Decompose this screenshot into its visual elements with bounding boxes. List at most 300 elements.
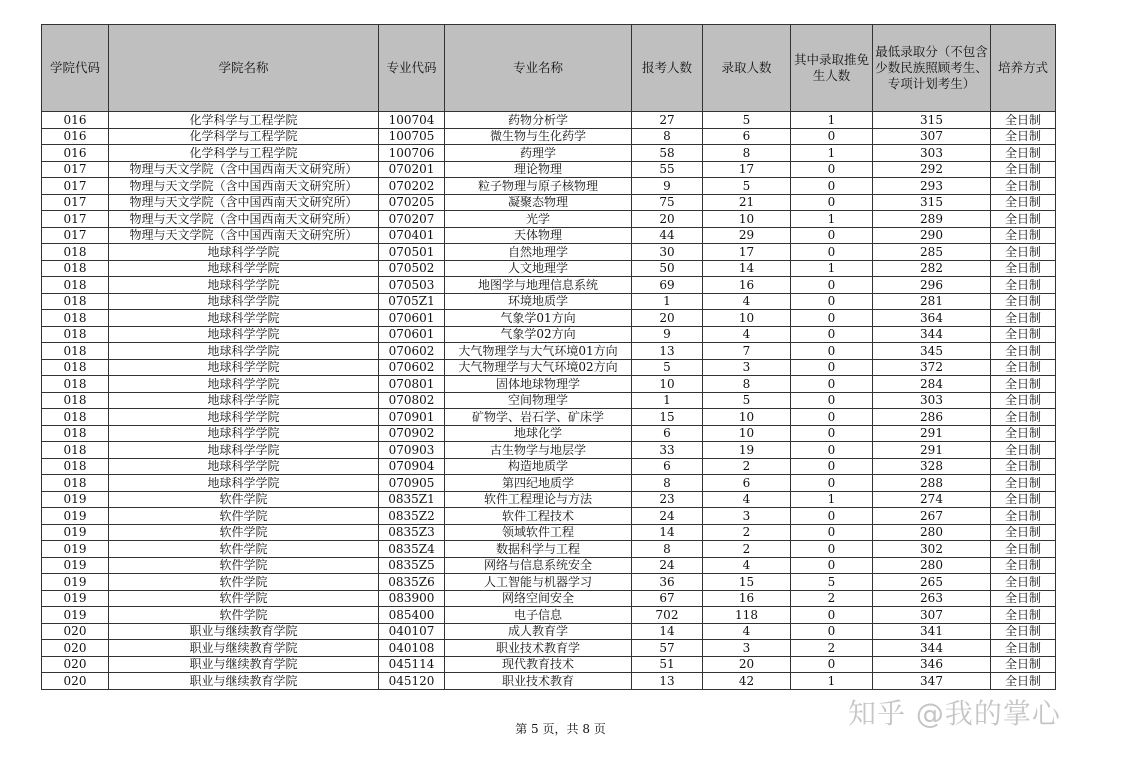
- study-mode-cell: 全日制: [991, 211, 1056, 228]
- major-name-cell: 网络与信息系统安全: [445, 557, 632, 574]
- study-mode-cell: 全日制: [991, 161, 1056, 178]
- admitted-cell: 6: [703, 475, 791, 492]
- table-row: [42, 293, 1056, 310]
- major-name-cell: 药物分析学: [445, 112, 632, 129]
- admitted-cell: 2: [703, 541, 791, 558]
- college-code-cell: 018: [42, 260, 109, 277]
- recommended-cell: 0: [791, 343, 873, 360]
- min-score-cell: 307: [873, 607, 991, 624]
- min-score-cell: 274: [873, 491, 991, 508]
- major-name-cell: 人工智能与机器学习: [445, 574, 632, 591]
- table-body: [42, 112, 1056, 690]
- study-mode-cell: 全日制: [991, 145, 1056, 162]
- watermark: 知乎 @我的掌心: [848, 697, 1061, 730]
- applicants-cell: 58: [632, 145, 703, 162]
- study-mode-cell: 全日制: [991, 491, 1056, 508]
- applicants-cell: 24: [632, 508, 703, 525]
- recommended-cell: 0: [791, 425, 873, 442]
- college-name-cell: 地球科学学院: [109, 343, 379, 360]
- table-row: [42, 244, 1056, 261]
- study-mode-cell: 全日制: [991, 640, 1056, 657]
- applicants-cell: 6: [632, 425, 703, 442]
- min-score-cell: 296: [873, 277, 991, 294]
- min-score-cell: 372: [873, 359, 991, 376]
- min-score-cell: 344: [873, 326, 991, 343]
- college-name-cell: 地球科学学院: [109, 260, 379, 277]
- college-name-cell: 软件学院: [109, 574, 379, 591]
- admitted-cell: 10: [703, 409, 791, 426]
- major-code-cell: 040108: [379, 640, 445, 657]
- table-row: [42, 211, 1056, 228]
- study-mode-cell: 全日制: [991, 557, 1056, 574]
- admitted-cell: 5: [703, 178, 791, 195]
- table-row: [42, 326, 1056, 343]
- min-score-cell: 315: [873, 112, 991, 129]
- admitted-cell: 5: [703, 392, 791, 409]
- recommended-cell: 0: [791, 293, 873, 310]
- table-row: [42, 574, 1056, 591]
- table-row: [42, 640, 1056, 657]
- recommended-cell: 0: [791, 541, 873, 558]
- major-name-cell: 大气物理学与大气环境01方向: [445, 343, 632, 360]
- college-name-cell: 职业与继续教育学院: [109, 640, 379, 657]
- major-name-cell: 微生物与生化药学: [445, 128, 632, 145]
- study-mode-cell: 全日制: [991, 244, 1056, 261]
- study-mode-cell: 全日制: [991, 178, 1056, 195]
- major-name-cell: 职业技术教育: [445, 673, 632, 690]
- applicants-cell: 1: [632, 293, 703, 310]
- college-name-cell: 地球科学学院: [109, 310, 379, 327]
- major-code-cell: 070503: [379, 277, 445, 294]
- college-name-cell: 职业与继续教育学院: [109, 673, 379, 690]
- college-code-cell: 019: [42, 524, 109, 541]
- recommended-cell: 1: [791, 673, 873, 690]
- college-code-cell: 018: [42, 425, 109, 442]
- recommended-cell: 1: [791, 112, 873, 129]
- applicants-cell: 57: [632, 640, 703, 657]
- college-code-cell: 017: [42, 178, 109, 195]
- college-name-cell: 化学科学与工程学院: [109, 112, 379, 129]
- recommended-cell: 0: [791, 442, 873, 459]
- major-name-cell: 成人教育学: [445, 623, 632, 640]
- college-name-cell: 物理与天文学院（含中国西南天文研究所）: [109, 227, 379, 244]
- admitted-cell: 3: [703, 359, 791, 376]
- college-name-cell: 物理与天文学院（含中国西南天文研究所）: [109, 161, 379, 178]
- table-row: [42, 178, 1056, 195]
- college-name-cell: 地球科学学院: [109, 425, 379, 442]
- recommended-cell: 5: [791, 574, 873, 591]
- applicants-cell: 51: [632, 656, 703, 673]
- major-name-cell: 古生物学与地层学: [445, 442, 632, 459]
- college-name-cell: 职业与继续教育学院: [109, 656, 379, 673]
- college-code-cell: 019: [42, 541, 109, 558]
- study-mode-cell: 全日制: [991, 392, 1056, 409]
- min-score-cell: 302: [873, 541, 991, 558]
- table-row: [42, 392, 1056, 409]
- college-code-cell: 018: [42, 409, 109, 426]
- college-name-cell: 职业与继续教育学院: [109, 623, 379, 640]
- table-row: [42, 524, 1056, 541]
- recommended-cell: 2: [791, 640, 873, 657]
- college-name-cell: 软件学院: [109, 607, 379, 624]
- study-mode-cell: 全日制: [991, 442, 1056, 459]
- major-code-cell: 070903: [379, 442, 445, 459]
- recommended-cell: 0: [791, 310, 873, 327]
- study-mode-cell: 全日制: [991, 326, 1056, 343]
- table-row: [42, 343, 1056, 360]
- major-name-cell: 固体地球物理学: [445, 376, 632, 393]
- recommended-cell: 0: [791, 244, 873, 261]
- admitted-cell: 2: [703, 524, 791, 541]
- admission-table: [41, 24, 1056, 690]
- major-name-cell: 地图学与地理信息系统: [445, 277, 632, 294]
- major-name-cell: 数据科学与工程: [445, 541, 632, 558]
- applicants-cell: 8: [632, 128, 703, 145]
- admitted-cell: 118: [703, 607, 791, 624]
- min-score-cell: 303: [873, 145, 991, 162]
- college-name-cell: 地球科学学院: [109, 475, 379, 492]
- college-code-cell: 019: [42, 574, 109, 591]
- major-code-cell: 040107: [379, 623, 445, 640]
- min-score-cell: 280: [873, 524, 991, 541]
- major-name-cell: 地球化学: [445, 425, 632, 442]
- major-name-cell: 矿物学、岩石学、矿床学: [445, 409, 632, 426]
- major-name-cell: 构造地质学: [445, 458, 632, 475]
- major-name-cell: 职业技术教育学: [445, 640, 632, 657]
- recommended-cell: 0: [791, 623, 873, 640]
- applicants-cell: 69: [632, 277, 703, 294]
- recommended-cell: 0: [791, 508, 873, 525]
- applicants-cell: 67: [632, 590, 703, 607]
- page-number-footer: 第 5 页，共 8 页: [515, 722, 606, 736]
- admitted-cell: 10: [703, 425, 791, 442]
- major-code-cell: 100704: [379, 112, 445, 129]
- admitted-cell: 5: [703, 112, 791, 129]
- major-code-cell: 070205: [379, 194, 445, 211]
- study-mode-cell: 全日制: [991, 541, 1056, 558]
- min-score-cell: 286: [873, 409, 991, 426]
- admitted-cell: 21: [703, 194, 791, 211]
- major-name-cell: 自然地理学: [445, 244, 632, 261]
- study-mode-cell: 全日制: [991, 475, 1056, 492]
- admitted-cell: 4: [703, 491, 791, 508]
- min-score-cell: 265: [873, 574, 991, 591]
- study-mode-cell: 全日制: [991, 623, 1056, 640]
- table-row: [42, 145, 1056, 162]
- recommended-cell: 1: [791, 145, 873, 162]
- header-recommended: 其中录取推免生人数: [791, 25, 873, 112]
- college-name-cell: 地球科学学院: [109, 326, 379, 343]
- applicants-cell: 23: [632, 491, 703, 508]
- college-code-cell: 017: [42, 194, 109, 211]
- college-code-cell: 018: [42, 359, 109, 376]
- study-mode-cell: 全日制: [991, 260, 1056, 277]
- college-name-cell: 软件学院: [109, 590, 379, 607]
- college-code-cell: 019: [42, 491, 109, 508]
- admitted-cell: 10: [703, 310, 791, 327]
- college-code-cell: 016: [42, 145, 109, 162]
- major-code-cell: 0835Z5: [379, 557, 445, 574]
- admitted-cell: 4: [703, 293, 791, 310]
- admitted-cell: 20: [703, 656, 791, 673]
- major-name-cell: 电子信息: [445, 607, 632, 624]
- major-name-cell: 网络空间安全: [445, 590, 632, 607]
- recommended-cell: 0: [791, 128, 873, 145]
- major-code-cell: 070602: [379, 359, 445, 376]
- college-code-cell: 018: [42, 277, 109, 294]
- min-score-cell: 282: [873, 260, 991, 277]
- college-code-cell: 017: [42, 227, 109, 244]
- college-name-cell: 化学科学与工程学院: [109, 128, 379, 145]
- study-mode-cell: 全日制: [991, 128, 1056, 145]
- college-code-cell: 016: [42, 112, 109, 129]
- applicants-cell: 50: [632, 260, 703, 277]
- admitted-cell: 16: [703, 590, 791, 607]
- min-score-cell: 303: [873, 392, 991, 409]
- major-name-cell: 环境地质学: [445, 293, 632, 310]
- college-code-cell: 019: [42, 590, 109, 607]
- study-mode-cell: 全日制: [991, 508, 1056, 525]
- admitted-cell: 42: [703, 673, 791, 690]
- major-code-cell: 070401: [379, 227, 445, 244]
- table-row: [42, 310, 1056, 327]
- min-score-cell: 345: [873, 343, 991, 360]
- table-row: [42, 442, 1056, 459]
- college-code-cell: 019: [42, 557, 109, 574]
- table-row: [42, 409, 1056, 426]
- recommended-cell: 1: [791, 211, 873, 228]
- major-code-cell: 070201: [379, 161, 445, 178]
- min-score-cell: 307: [873, 128, 991, 145]
- applicants-cell: 5: [632, 359, 703, 376]
- recommended-cell: 0: [791, 376, 873, 393]
- recommended-cell: 0: [791, 178, 873, 195]
- college-code-cell: 019: [42, 607, 109, 624]
- min-score-cell: 328: [873, 458, 991, 475]
- applicants-cell: 8: [632, 475, 703, 492]
- major-code-cell: 0835Z6: [379, 574, 445, 591]
- admitted-cell: 2: [703, 458, 791, 475]
- college-code-cell: 018: [42, 310, 109, 327]
- major-name-cell: 粒子物理与原子核物理: [445, 178, 632, 195]
- table-row: [42, 194, 1056, 211]
- applicants-cell: 14: [632, 524, 703, 541]
- major-name-cell: 软件工程理论与方法: [445, 491, 632, 508]
- major-name-cell: 光学: [445, 211, 632, 228]
- recommended-cell: 0: [791, 409, 873, 426]
- study-mode-cell: 全日制: [991, 376, 1056, 393]
- table-row: [42, 112, 1056, 129]
- min-score-cell: 293: [873, 178, 991, 195]
- applicants-cell: 36: [632, 574, 703, 591]
- major-code-cell: 0835Z1: [379, 491, 445, 508]
- min-score-cell: 291: [873, 425, 991, 442]
- applicants-cell: 75: [632, 194, 703, 211]
- recommended-cell: 0: [791, 194, 873, 211]
- college-name-cell: 软件学院: [109, 491, 379, 508]
- college-code-cell: 018: [42, 326, 109, 343]
- applicants-cell: 15: [632, 409, 703, 426]
- study-mode-cell: 全日制: [991, 227, 1056, 244]
- major-code-cell: 0835Z4: [379, 541, 445, 558]
- major-name-cell: 气象学02方向: [445, 326, 632, 343]
- college-name-cell: 物理与天文学院（含中国西南天文研究所）: [109, 211, 379, 228]
- table-row: [42, 260, 1056, 277]
- admitted-cell: 8: [703, 145, 791, 162]
- college-name-cell: 化学科学与工程学院: [109, 145, 379, 162]
- college-code-cell: 018: [42, 244, 109, 261]
- college-code-cell: 018: [42, 442, 109, 459]
- major-code-cell: 045114: [379, 656, 445, 673]
- college-name-cell: 地球科学学院: [109, 359, 379, 376]
- college-name-cell: 物理与天文学院（含中国西南天文研究所）: [109, 194, 379, 211]
- major-code-cell: 0835Z2: [379, 508, 445, 525]
- major-code-cell: 070501: [379, 244, 445, 261]
- study-mode-cell: 全日制: [991, 112, 1056, 129]
- recommended-cell: 0: [791, 524, 873, 541]
- study-mode-cell: 全日制: [991, 425, 1056, 442]
- study-mode-cell: 全日制: [991, 277, 1056, 294]
- major-code-cell: 070207: [379, 211, 445, 228]
- study-mode-cell: 全日制: [991, 359, 1056, 376]
- recommended-cell: 0: [791, 557, 873, 574]
- header-college-code: 学院代码: [42, 25, 109, 112]
- recommended-cell: 0: [791, 607, 873, 624]
- table-row: [42, 607, 1056, 624]
- table-row: [42, 359, 1056, 376]
- min-score-cell: 280: [873, 557, 991, 574]
- major-code-cell: 070601: [379, 310, 445, 327]
- major-code-cell: 0835Z3: [379, 524, 445, 541]
- recommended-cell: 1: [791, 491, 873, 508]
- table-row: [42, 656, 1056, 673]
- header-admitted: 录取人数: [703, 25, 791, 112]
- study-mode-cell: 全日制: [991, 590, 1056, 607]
- applicants-cell: 702: [632, 607, 703, 624]
- major-code-cell: 070904: [379, 458, 445, 475]
- header-major-code: 专业代码: [379, 25, 445, 112]
- admitted-cell: 16: [703, 277, 791, 294]
- header-applicants: 报考人数: [632, 25, 703, 112]
- study-mode-cell: 全日制: [991, 574, 1056, 591]
- admitted-cell: 19: [703, 442, 791, 459]
- admission-table-container: [41, 24, 1055, 690]
- applicants-cell: 30: [632, 244, 703, 261]
- major-name-cell: 领域软件工程: [445, 524, 632, 541]
- study-mode-cell: 全日制: [991, 194, 1056, 211]
- college-code-cell: 018: [42, 458, 109, 475]
- min-score-cell: 289: [873, 211, 991, 228]
- major-name-cell: 现代教育技术: [445, 656, 632, 673]
- college-name-cell: 地球科学学院: [109, 392, 379, 409]
- min-score-cell: 347: [873, 673, 991, 690]
- header-min-score: 最低录取分（不包含少数民族照顾考生、专项计划考生）: [873, 25, 991, 112]
- min-score-cell: 288: [873, 475, 991, 492]
- major-name-cell: 人文地理学: [445, 260, 632, 277]
- recommended-cell: 0: [791, 656, 873, 673]
- study-mode-cell: 全日制: [991, 524, 1056, 541]
- min-score-cell: 285: [873, 244, 991, 261]
- table-row: [42, 508, 1056, 525]
- recommended-cell: 0: [791, 392, 873, 409]
- min-score-cell: 267: [873, 508, 991, 525]
- admitted-cell: 7: [703, 343, 791, 360]
- major-code-cell: 083900: [379, 590, 445, 607]
- college-code-cell: 018: [42, 376, 109, 393]
- applicants-cell: 13: [632, 343, 703, 360]
- study-mode-cell: 全日制: [991, 310, 1056, 327]
- min-score-cell: 346: [873, 656, 991, 673]
- major-name-cell: 大气物理学与大气环境02方向: [445, 359, 632, 376]
- applicants-cell: 13: [632, 673, 703, 690]
- college-name-cell: 软件学院: [109, 508, 379, 525]
- recommended-cell: 0: [791, 458, 873, 475]
- admitted-cell: 17: [703, 244, 791, 261]
- major-name-cell: 气象学01方向: [445, 310, 632, 327]
- major-code-cell: 070602: [379, 343, 445, 360]
- applicants-cell: 55: [632, 161, 703, 178]
- college-name-cell: 地球科学学院: [109, 442, 379, 459]
- table-row: [42, 161, 1056, 178]
- college-code-cell: 017: [42, 161, 109, 178]
- college-code-cell: 019: [42, 508, 109, 525]
- admitted-cell: 8: [703, 376, 791, 393]
- applicants-cell: 9: [632, 178, 703, 195]
- major-code-cell: 100705: [379, 128, 445, 145]
- min-score-cell: 315: [873, 194, 991, 211]
- min-score-cell: 284: [873, 376, 991, 393]
- major-name-cell: 理论物理: [445, 161, 632, 178]
- college-name-cell: 地球科学学院: [109, 409, 379, 426]
- admitted-cell: 6: [703, 128, 791, 145]
- major-name-cell: 凝聚态物理: [445, 194, 632, 211]
- table-row: [42, 475, 1056, 492]
- recommended-cell: 0: [791, 161, 873, 178]
- college-code-cell: 016: [42, 128, 109, 145]
- major-name-cell: 软件工程技术: [445, 508, 632, 525]
- table-row: [42, 491, 1056, 508]
- college-name-cell: 地球科学学院: [109, 376, 379, 393]
- major-code-cell: 045120: [379, 673, 445, 690]
- min-score-cell: 364: [873, 310, 991, 327]
- major-name-cell: 药理学: [445, 145, 632, 162]
- table-row: [42, 458, 1056, 475]
- table-row: [42, 227, 1056, 244]
- major-code-cell: 070502: [379, 260, 445, 277]
- college-code-cell: 020: [42, 623, 109, 640]
- admitted-cell: 14: [703, 260, 791, 277]
- table-header-row: [42, 25, 1056, 112]
- major-code-cell: 100706: [379, 145, 445, 162]
- college-name-cell: 地球科学学院: [109, 277, 379, 294]
- min-score-cell: 263: [873, 590, 991, 607]
- college-code-cell: 018: [42, 475, 109, 492]
- college-code-cell: 017: [42, 211, 109, 228]
- major-code-cell: 085400: [379, 607, 445, 624]
- applicants-cell: 10: [632, 376, 703, 393]
- admitted-cell: 4: [703, 623, 791, 640]
- college-code-cell: 020: [42, 673, 109, 690]
- study-mode-cell: 全日制: [991, 458, 1056, 475]
- min-score-cell: 341: [873, 623, 991, 640]
- header-college-name: 学院名称: [109, 25, 379, 112]
- min-score-cell: 281: [873, 293, 991, 310]
- college-code-cell: 020: [42, 640, 109, 657]
- college-code-cell: 020: [42, 656, 109, 673]
- study-mode-cell: 全日制: [991, 673, 1056, 690]
- major-code-cell: 070901: [379, 409, 445, 426]
- table-row: [42, 557, 1056, 574]
